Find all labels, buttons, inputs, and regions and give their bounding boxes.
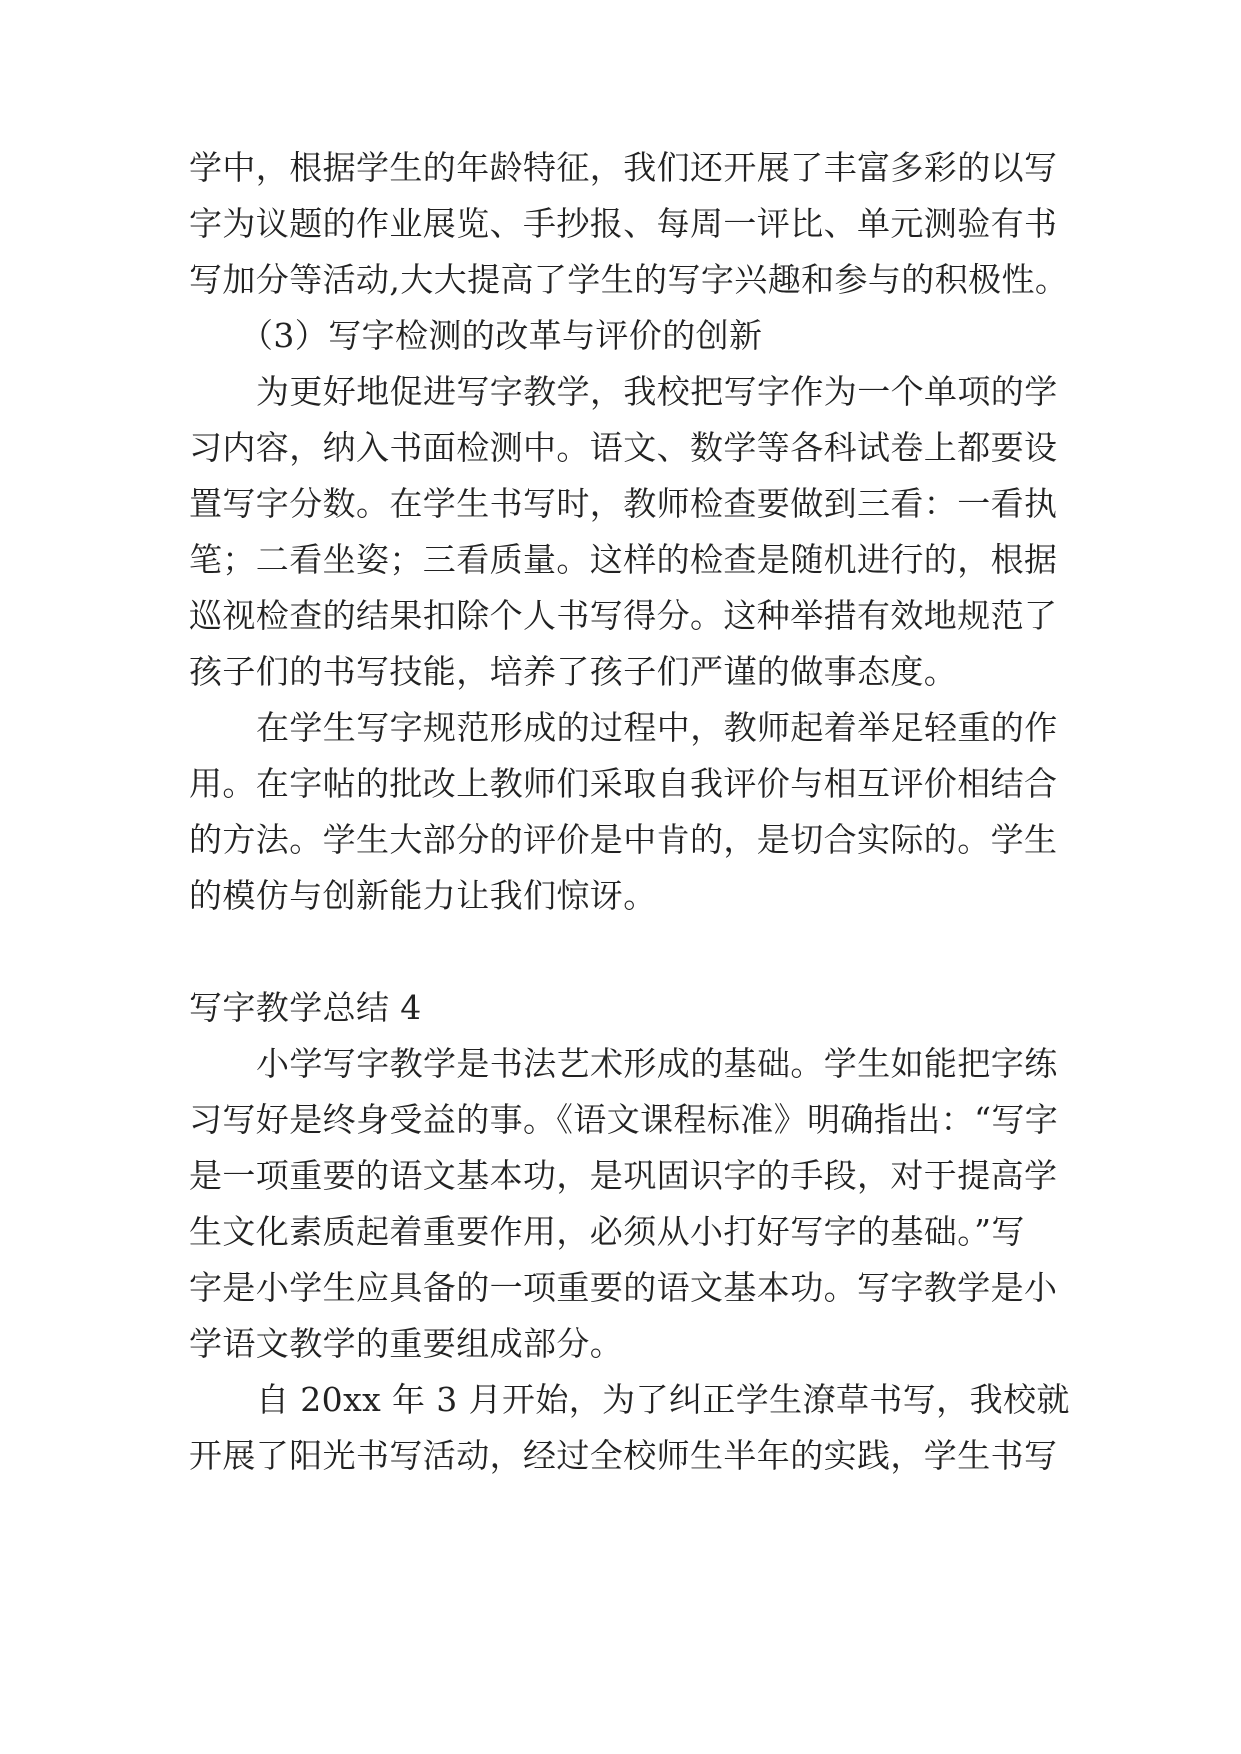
- text-line: 学中，根据学生的年龄特征，我们还开展了丰富多彩的以写: [189, 148, 1058, 187]
- text-line: 巡视检查的结果扣除个人书写得分。这种举措有效地规范了: [189, 596, 1058, 635]
- text-line: 孩子们的书写技能，培养了孩子们严谨的做事态度。: [189, 652, 958, 691]
- text-line: 习写好是终身受益的事。《语文课程标准》明确指出：“写字: [189, 1100, 1059, 1139]
- text-line: 开展了阳光书写活动，经过全校师生半年的实践，学生书写: [189, 1436, 1058, 1475]
- text-line: 字为议题的作业展览、手抄报、每周一评比、单元测验有书: [189, 204, 1058, 243]
- text-line: 写加分等活动,大大提高了学生的写字兴趣和参与的积极性。: [189, 260, 1069, 299]
- paragraph-start: 在学生写字规范形成的过程中，教师起着举足轻重的作: [256, 708, 1058, 747]
- subsection-heading: （3）写字检测的改革与评价的创新: [240, 316, 763, 355]
- text-line: 置写字分数。在学生书写时，教师检查要做到三看：一看执: [189, 484, 1058, 523]
- text-line: 的模仿与创新能力让我们惊讶。: [189, 876, 657, 915]
- section-title: 写字教学总结 4: [189, 988, 422, 1027]
- text-line: 的方法。学生大部分的评价是中肯的，是切合实际的。学生: [189, 820, 1058, 859]
- text-line: 生文化素质起着重要作用，必须从小打好写字的基础。”写: [189, 1212, 1025, 1251]
- text-line: 笔；二看坐姿；三看质量。这样的检查是随机进行的，根据: [189, 540, 1058, 579]
- paragraph-start: 小学写字教学是书法艺术形成的基础。学生如能把字练: [256, 1044, 1058, 1083]
- paragraph-start: 为更好地促进写字教学，我校把写字作为一个单项的学: [256, 372, 1058, 411]
- paragraph-start: 自 20xx 年 3 月开始，为了纠正学生潦草书写，我校就: [256, 1380, 1070, 1419]
- text-line: 习内容，纳入书面检测中。语文、数学等各科试卷上都要设: [189, 428, 1058, 467]
- text-line: 字是小学生应具备的一项重要的语文基本功。写字教学是小: [189, 1268, 1058, 1307]
- text-line: 学语文教学的重要组成部分。: [189, 1324, 624, 1363]
- text-line: 是一项重要的语文基本功，是巩固识字的手段，对于提高学: [189, 1156, 1058, 1195]
- text-line: 用。在字帖的批改上教师们采取自我评价与相互评价相结合: [189, 764, 1058, 803]
